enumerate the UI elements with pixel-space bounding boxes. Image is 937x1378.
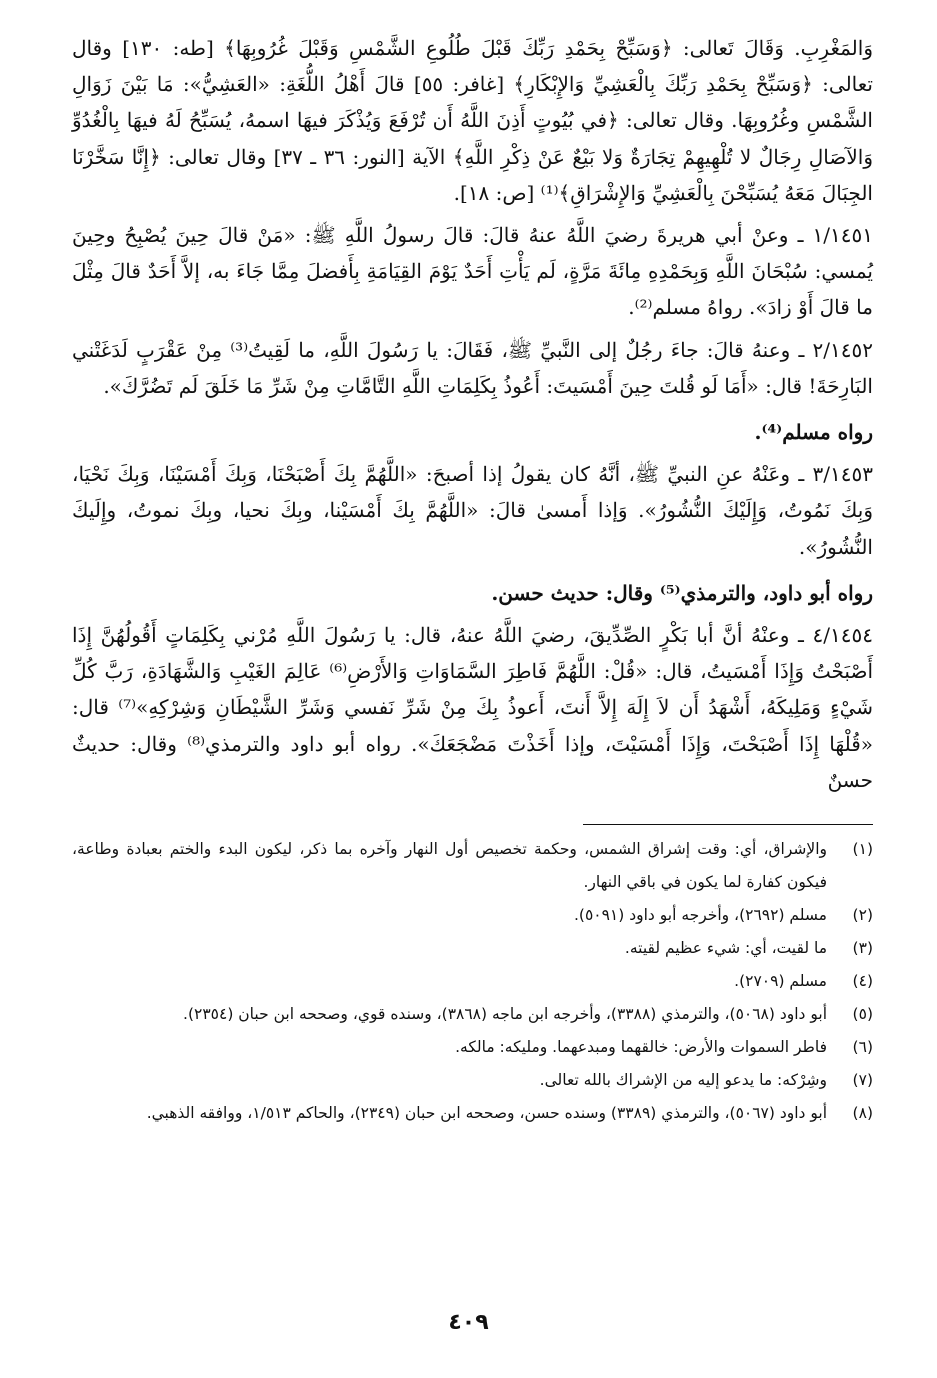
hadith-1452: ٢/١٤٥٢ ـ وعنهُ قالَ: جاءَ رجُلٌ إلى النَّبيِّ ﷺ، فَقَالَ: يا رَسُولَ اللَّهِ، ما لَقِيتُ⁽³⁾ مِنْ عَقْرَبٍ لَدَغَتْني البَارِحَةَ! قال: «أَمَا لَو قُلتَ حِينَ أَمْسَيتَ: أَعُوذُ بِكَلِمَاتِ اللَّهِ التَّامَّاتِ مِنْ شَرِّ مَا خَلَقَ لَم تَضُرَّكَ». [72, 337, 873, 398]
footnote-number: (١) [852, 840, 873, 859]
hadith-1451: ١/١٤٥١ ـ وعنْ أبي هريرةَ رضيَ اللَّهُ عنهُ قالَ: قالَ رسولُ اللَّهِ ﷺ: «مَنْ قالَ حِينَ يُصْبِحُ وحِينَ يُمسي: سُبْحَانَ اللَّهِ وَبِحَمْدِهِ مِائَةَ مَرَّةٍ، لَم يَأْتِ أَحَدٌ يَوْمَ القِيَامَةِ بِأَفضلَ مِمَّا جَاءَ به، إلاَّ أَحَدٌ قالَ مِثْلَ ما قالَ أَوْ زادَ». رواهُ مسلم⁽²⁾. [72, 223, 873, 320]
footnote-item [72, 1031, 873, 1064]
footnote-text: مسلم (٢٧٠٩). [734, 972, 827, 991]
footnote-text: مسلم (٢٦٩٢)، وأخرجه أبو داود (٥٠٩١). [573, 906, 827, 925]
footnote-text: ما لقيت، أي: شيء عظيم لقيته. [624, 939, 827, 958]
footnote-text: أبو داود (٥٠٦٨)، والترمذي (٣٣٨٨)، وأخرجه ابن ماجه (٣٨٦٨)، وسنده قوي، وصححه ابن حبان (٢٣٥٤). [183, 1005, 827, 1024]
footnote-number: (٦) [852, 1038, 873, 1057]
footnote-item [72, 1064, 873, 1097]
footnote-number: (٢) [852, 906, 873, 925]
footnote-text: فاطر السموات والأرض: خالقهما ومبدعهما. ومليكه: مالكه. [455, 1038, 827, 1057]
footnote-number: (٨) [852, 1104, 873, 1123]
footnotes [72, 833, 873, 1130]
hadith-1454: ٤/١٤٥٤ ـ وعنْهُ أنَّ أبا بَكْرٍ الصِّدِّيقَ، رضيَ اللَّهُ عنهُ، قال: يا رَسُولَ اللَّهِ مُرْني بِكَلِمَاتٍ أَقُولُهُنَّ إِذَا أَصْبَحْتُ وَإِذَا أَمْسَيتُ، قال: «قُلْ: اللَّهُمَّ فَاطِرَ السَّمَاوَاتِ وَالأَرْضِ⁽⁶⁾ عَالِمَ الغَيْبِ وَالشَّهَادَةِ، رَبَّ كُلِّ شَيْءٍ وَمَلِيكَهُ، أَشْهَدُ أَن لاَ إِلَهَ إِلاَّ أَنتَ، أَعوذُ بِكَ مِنْ شَرِّ نَفسي وَشَرِّ الشَّيْطَانِ وَشِرْكِهِ»⁽⁷⁾ قال: «قُلْهَا إِذَا أَصْبَحْتَ، وَإِذَا أَمْسَيْتَ، وإذا أَخَذْتَ مَضْجَعَكَ». رواه أبو داود والترمذي⁽⁸⁾ وقال: حديثٌ حسنٌ [72, 623, 874, 792]
footnote-text: والإشراق، أي: وقت إشراق الشمس، وحكمة تخصيص أول النهار وآخره بما ذكر، ليكون البدء والختم بعبادة وطاعة، فيكون كفارة لما يكون في باقي النهار. [72, 840, 827, 892]
footnote-number: (٣) [852, 939, 873, 958]
main-text [72, 30, 873, 798]
hadith-1453-source: رواه أبو داود، والترمذي⁽⁵⁾ وقال: حديث حسن. [491, 580, 873, 605]
footnote-item [72, 833, 873, 899]
footnote-item [72, 1097, 873, 1130]
footnote-number: (٥) [852, 1005, 873, 1024]
footnote-item [72, 899, 873, 932]
footnote-text: أبو داود (٥٠٦٧)، والترمذي (٣٣٨٩) وسنده حسن، وصححه ابن حبان (٢٣٤٩)، والحاكم ١/٥١٣، ووافقه الذهبي. [146, 1104, 827, 1123]
footnote-item [72, 932, 873, 965]
intro-paragraph: وَالمَغْرِبِ. وَقَالَ تَعالى: ﴿وَسَبِّحْ بِحَمْدِ رَبِّكَ قَبْلَ طُلُوعِ الشَّمْسِ وَقَبْلَ غُرُوبِهَا﴾ [طه: ١٣٠] وقال تعالى: ﴿وَسَبِّحْ بِحَمْدِ رَبِّكَ بِالْعَشِيِّ وَالإِبْكَارِ﴾ [غافر: ٥٥] قالَ أَهْلُ اللُّغَةِ: «العَشِيُّ»: مَا بَيْنَ زَوَالِ الشَّمْسِ وغُرُوبِهَا. وقال تعالى: ﴿في بُيُوتٍ أَذِنَ اللَّهُ أَن تُرْفَعَ وَيُذْكَرَ فيهَا اسمهُ، يُسَبِّحُ لَهُ فيهَا بِالْغُدُوِّ وَالآصَالِ رِجَالٌ لا تُلْهِيهِمْ تِجَارَةٌ وَلا بَيْعٌ عَنْ ذِكْرِ اللَّهِ﴾ الآية [النور: ٣٦ ـ ٣٧] وقال تعالى: ﴿إِنَّا سَخَّرْنَا الجِبَالَ مَعَهُ يُسَبِّحْنَ بِالْعَشِيِّ وَالإِشْرَاقِ﴾⁽¹⁾ [ص: ١٨]. [72, 36, 874, 205]
footnote-divider [583, 824, 873, 825]
footnote-item [72, 965, 873, 998]
footnote-number: (٧) [852, 1071, 873, 1090]
page [72, 30, 873, 1130]
hadith-1452-source: رواه مسلم⁽⁴⁾. [754, 420, 873, 445]
footnote-number: (٤) [852, 972, 873, 991]
footnote-text: وشِرْكه: ما يدعو إليه من الإشراك بالله تعالى. [539, 1071, 827, 1090]
page-number: ٤٠٩ [448, 1310, 489, 1335]
hadith-1453: ٣/١٤٥٣ ـ وعَنْهُ عنِ النبيِّ ﷺ، أنَّهُ كان يقولُ إذا أصبحَ: «اللَّهُمَّ بِكَ أَصْبَحْنَا، وَبِكَ أَمْسَيْنَا، وَبِكَ نَحْيَا، وَبِكَ نَمُوتُ، وَإِلَيْكَ النُّشُورُ». وَإذا أَمسىٰ قالَ: «اللَّهُمَّ بِكَ أَمْسَيْنا، وبِكَ نحيا، وبِكَ نموتُ، وإِلَيكَ النُّشُورُ». [72, 462, 873, 559]
footnote-item [72, 998, 873, 1031]
